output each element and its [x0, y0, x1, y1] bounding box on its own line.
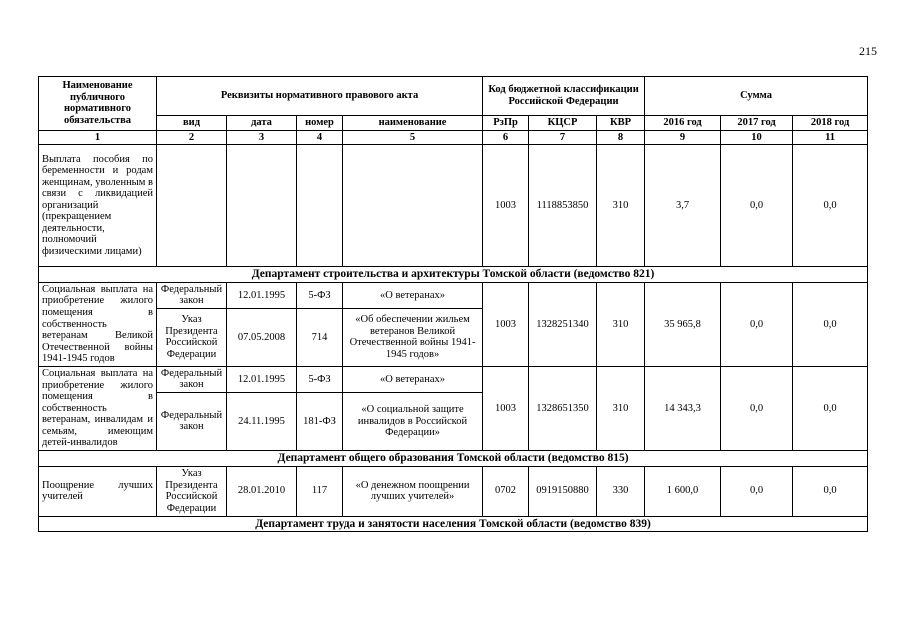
act-number-cell: 714: [297, 308, 343, 366]
act-type-cell: Федеральный закон: [157, 366, 227, 392]
col-number: 7: [529, 130, 597, 145]
header-row-2: [39, 116, 868, 131]
act-date-cell: 28.01.2010: [227, 466, 297, 516]
header-obligation: Наименование публичного нормативного обязательства: [39, 77, 157, 131]
act-name-cell: «О ветеранах»: [343, 366, 483, 392]
sum-2016-cell: 1 600,0: [645, 466, 721, 516]
col-number: 10: [721, 130, 793, 145]
empty-cell: [227, 145, 297, 267]
department-row: [39, 516, 868, 532]
act-number-cell: 181-ФЗ: [297, 392, 343, 450]
act-type-cell: Указ Президента Российской Федерации: [157, 308, 227, 366]
header-requisites: Реквизиты нормативного правового акта: [157, 77, 483, 116]
col-number: 1: [39, 130, 157, 145]
kvr-cell: 310: [597, 145, 645, 267]
col-number: 3: [227, 130, 297, 145]
rzpr-cell: 1003: [483, 366, 529, 450]
empty-cell: [343, 145, 483, 267]
sum-2017-cell: 0,0: [721, 366, 793, 450]
page-number: 215: [859, 44, 877, 58]
sum-2016-cell: 3,7: [645, 145, 721, 267]
table-row: [39, 366, 868, 392]
act-date-cell: 07.05.2008: [227, 308, 297, 366]
obligation-cell: Поощрение лучших учителей: [39, 466, 157, 516]
col-number: 6: [483, 130, 529, 145]
sum-2018-cell: 0,0: [793, 282, 868, 366]
header-sum: Сумма: [645, 77, 868, 116]
table-row: [39, 466, 868, 516]
act-date-cell: 12.01.1995: [227, 282, 297, 308]
col-number: 9: [645, 130, 721, 145]
header-kcsr: КЦСР: [529, 116, 597, 131]
act-type-cell: Указ Президента Российской Федерации: [157, 466, 227, 516]
kvr-cell: 310: [597, 366, 645, 450]
header-budget-code: Код бюджетной классификации Российской Федерации: [483, 77, 645, 116]
obligation-cell: Социальная выплата на приобретение жилого помещения в собственность ветеранам Великой Отечественной войны 1941-1945 годов: [39, 282, 157, 366]
rzpr-cell: 1003: [483, 145, 529, 267]
kcsr-cell: 0919150880: [529, 466, 597, 516]
header-kvr: КВР: [597, 116, 645, 131]
sum-2016-cell: 14 343,3: [645, 366, 721, 450]
header-rzpr: РзПр: [483, 116, 529, 131]
department-heading: Департамент общего образования Томской области (ведомство 815): [39, 450, 868, 466]
table-row: [39, 282, 868, 308]
kcsr-cell: 1328651350: [529, 366, 597, 450]
header-vid: вид: [157, 116, 227, 131]
obligation-cell: Выплата пособия по беременности и родам женщинам, уволенным в связи с ликвидацией организаций (прекращением деятельности, полномочий физическими лицами): [39, 145, 157, 267]
act-name-cell: «Об обеспечении жильем ветеранов Великой Отечественной войны 1941-1945 годов»: [343, 308, 483, 366]
header-name: наименование: [343, 116, 483, 131]
header-date: дата: [227, 116, 297, 131]
obligation-cell: Социальная выплата на приобретение жилого помещения в собственность ветеранам, инвалидам и семьям, имеющим детей-инвалидов: [39, 366, 157, 450]
kcsr-cell: 1328251340: [529, 282, 597, 366]
table-row: [39, 145, 868, 267]
act-number-cell: 5-ФЗ: [297, 366, 343, 392]
act-date-cell: 24.11.1995: [227, 392, 297, 450]
col-number: 2: [157, 130, 227, 145]
kvr-cell: 310: [597, 282, 645, 366]
sum-2016-cell: 35 965,8: [645, 282, 721, 366]
department-row: [39, 267, 868, 283]
header-number: номер: [297, 116, 343, 131]
empty-cell: [157, 145, 227, 267]
sum-2018-cell: 0,0: [793, 366, 868, 450]
sum-2017-cell: 0,0: [721, 282, 793, 366]
header-row-1: [39, 77, 868, 116]
sum-2018-cell: 0,0: [793, 466, 868, 516]
col-number: 5: [343, 130, 483, 145]
sum-2018-cell: 0,0: [793, 145, 868, 267]
sum-2017-cell: 0,0: [721, 466, 793, 516]
act-number-cell: 117: [297, 466, 343, 516]
sum-2017-cell: 0,0: [721, 145, 793, 267]
act-type-cell: Федеральный закон: [157, 282, 227, 308]
kcsr-cell: 1118853850: [529, 145, 597, 267]
col-number: 4: [297, 130, 343, 145]
department-heading: Департамент строительства и архитектуры Томской области (ведомство 821): [39, 267, 868, 283]
budget-table: [38, 76, 868, 532]
col-number: 11: [793, 130, 868, 145]
rzpr-cell: 1003: [483, 282, 529, 366]
header-2018: 2018 год: [793, 116, 868, 131]
header-2016: 2016 год: [645, 116, 721, 131]
act-name-cell: «О ветеранах»: [343, 282, 483, 308]
act-name-cell: «О социальной защите инвалидов в Российской Федерации»: [343, 392, 483, 450]
act-type-cell: Федеральный закон: [157, 392, 227, 450]
kvr-cell: 330: [597, 466, 645, 516]
act-date-cell: 12.01.1995: [227, 366, 297, 392]
rzpr-cell: 0702: [483, 466, 529, 516]
col-number: 8: [597, 130, 645, 145]
department-heading: Департамент труда и занятости населения Томской области (ведомство 839): [39, 516, 868, 532]
column-numbers-row: [39, 130, 868, 145]
act-name-cell: «О денежном поощрении лучших учителей»: [343, 466, 483, 516]
act-number-cell: 5-ФЗ: [297, 282, 343, 308]
department-row: [39, 450, 868, 466]
empty-cell: [297, 145, 343, 267]
header-2017: 2017 год: [721, 116, 793, 131]
